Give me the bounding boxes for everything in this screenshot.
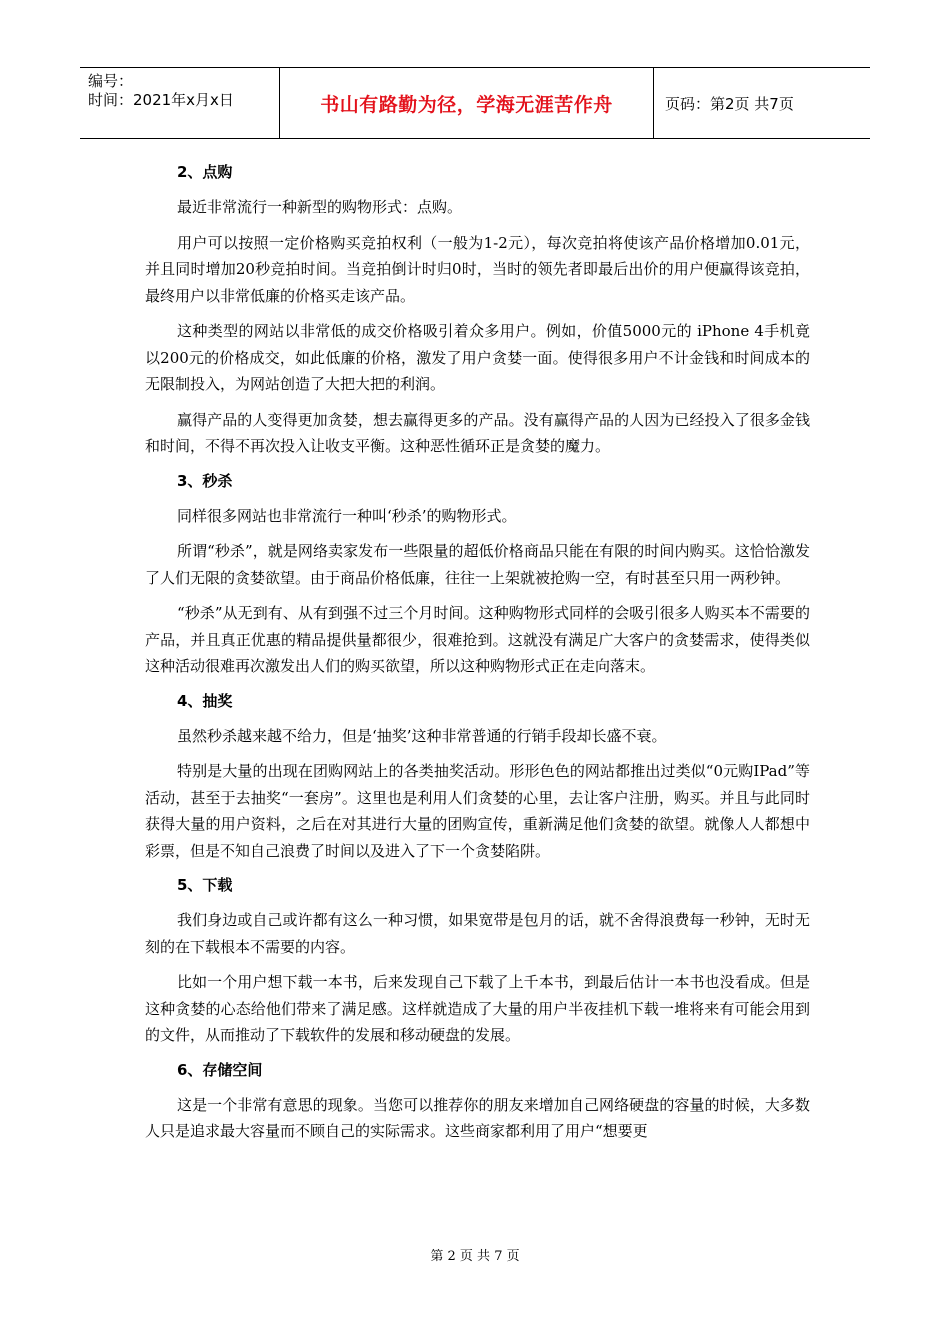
section-heading: 5、下载 bbox=[177, 876, 233, 894]
paragraph: 这是一个非常有意思的现象。当您可以推荐你的朋友来增加自己网络硬盘的容量的时候，大多数人只是追求最大容量而不顾自己的实际需求。这些商家都利用了用户“想要更 bbox=[145, 1095, 810, 1140]
paragraph: 特别是大量的出现在团购网站上的各类抽奖活动。形形色色的网站都推出过类似“0元购IPad”等活动，甚至于去抽奖“一套房”。这里也是利用人们贪婪的心里，去让客户注册，购买。并且与此同时获得大量的用户资料，之后在对其进行大量的团购宣传，重新满足他们贪婪的欲望。就像人人都想中彩票，但是不知自己浪费了时间以及进入了下一个贪婪陷阱。 bbox=[145, 762, 810, 860]
paragraph: 赢得产品的人变得更加贪婪，想去赢得更多的产品。没有赢得产品的人因为已经投入了很多金钱和时间，不得不再次投入让收支平衡。这种恶性循环正是贪婪的魔力。 bbox=[145, 410, 810, 455]
paragraph: 这种类型的网站以非常低的成交价格吸引着众多用户。例如，价值5000元的 iPhone 4手机竟以200元的价格成交，如此低廉的价格，激发了用户贪婪一面。使得很多用户不计金钱和时间成本的无限制投入，为网站创造了大把大把的利润。 bbox=[145, 322, 810, 393]
paragraph: 我们身边或自己或许都有这么一种习惯，如果宽带是包月的话，就不舍得浪费每一秒钟，无时无刻的在下载根本不需要的内容。 bbox=[145, 911, 810, 956]
document-number-label: 编号： bbox=[88, 72, 134, 90]
paragraph: 同样很多网站也非常流行一种叫‘秒杀’的购物形式。 bbox=[177, 506, 517, 525]
page-header bbox=[80, 67, 870, 139]
paragraph: 比如一个用户想下载一本书，后来发现自己下载了上千本书，到最后估计一本书也没看成。但是这种贪婪的心态给他们带来了满足感。这样就造成了大量的用户半夜挂机下载一堆将来有可能会用到的文件，从而推动了下载软件的发展和移动硬盘的发展。 bbox=[145, 973, 810, 1044]
header-motto: 书山有路勤为径，学海无涯苦作舟 bbox=[280, 68, 654, 138]
section-heading: 2、点购 bbox=[177, 163, 233, 181]
document-body bbox=[145, 152, 810, 1154]
document-time-label: 时间：2021年x月x日 bbox=[88, 91, 234, 109]
section-heading: 4、抽奖 bbox=[177, 691, 233, 710]
paragraph: 虽然秒杀越来越不给力，但是‘抽奖’这种非常普通的行销手段却长盛不衰。 bbox=[177, 726, 667, 745]
section-heading: 6、存储空间 bbox=[177, 1060, 263, 1079]
paragraph: “秒杀”从无到有、从有到强不过三个月时间。这种购物形式同样的会吸引很多人购买本不需要的产品，并且真正优惠的精品提供量都很少，很难抢到。这就没有满足广大客户的贪婪需求，使得类似这种活动很难再次激发出人们的购买欲望，所以这种购物形式正在走向落末。 bbox=[145, 604, 810, 675]
section-heading: 3、秒杀 bbox=[177, 471, 233, 490]
header-page-info: 页码：第2页 共7页 bbox=[665, 94, 794, 113]
paragraph: 最近非常流行一种新型的购物形式：点购。 bbox=[177, 198, 463, 216]
paragraph: 用户可以按照一定价格购买竞拍权利（一般为1-2元），每次竞拍将使该产品价格增加0.01元，并且同时增加20秒竞拍时间。当竞拍倒计时归0时，当时的领先者即最后出价的用户便赢得该竞拍，最终用户以非常低廉的价格买走该产品。 bbox=[145, 233, 810, 305]
header-meta bbox=[80, 68, 280, 138]
page-footer: 第 2 页 共 7 页 bbox=[430, 1249, 520, 1264]
paragraph: 所谓“秒杀”，就是网络卖家发布一些限量的超低价格商品只能在有限的时间内购买。这恰恰激发了人们无限的贪婪欲望。由于商品价格低廉，往往一上架就被抢购一空，有时甚至只用一两秒钟。 bbox=[145, 542, 810, 587]
